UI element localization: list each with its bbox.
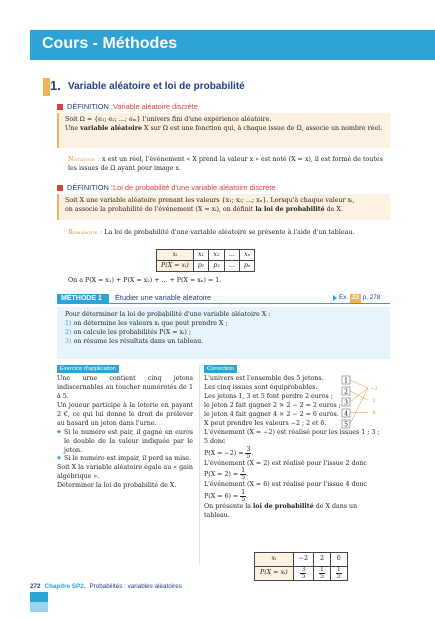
arrow-right-icon	[333, 295, 337, 301]
definition-1-line-2: Une variable aléatoire X sur Ω est une fonction qui, à chaque issue de Ω, associe un nombre réel.	[65, 124, 383, 132]
exercise-text: Une urne contient cinq jetons indiscernables au toucher numérotés de 1 à 5. Un joueur participe à la loterie en payant 2 €, ce qui lui donne le droit de prélever au hasard un jeton dans l'urne. ◆ Si le numéro est pair, il gagne en euros le double de la valeur indiquée par le jeton. ◆ Si le numéro est impair, il perd sa mise. Soit X la variable aléatoire égale au « gain algébrique ». Déterminer la loi de probabilité de X.	[57, 375, 193, 491]
tree-edge	[350, 412, 368, 413]
column-divider	[199, 365, 200, 565]
correction-tag: Correction	[204, 365, 237, 373]
footer-decoration-light	[30, 602, 48, 612]
tree-node-label: 4	[344, 410, 348, 418]
law-table	[156, 249, 255, 272]
probability-3: P(X = 6) = $\frac{1}{5}$ .	[204, 489, 249, 504]
tree-leaf-label: 2	[372, 398, 376, 404]
page-title: Cours - Méthodes	[42, 35, 178, 52]
exercise-tag: Exercice d'application	[57, 365, 119, 373]
result-table	[254, 552, 348, 581]
tree-edge	[350, 388, 368, 402]
tree-node-label: 5	[344, 421, 348, 429]
definition-2-heading: DÉFINITION : Loi de probabilité d'une variable aléatoire discrète	[57, 183, 275, 194]
page-footer	[30, 583, 182, 592]
chapter-title: Probabilités : variables aléatoires	[89, 583, 182, 590]
method-step-1: 1) on détermine les valeurs xᵢ que peut prendre X ;	[65, 319, 228, 327]
remark-note: Remarque : La loi de probabilité d'une variable aléatoire se présente à l'aide d'un tableau.	[68, 229, 355, 236]
probability-2: P(X = 2) = $\frac{1}{5}$ .	[204, 467, 249, 482]
definition-2-box	[57, 194, 390, 220]
method-step-3: 3) on résume les résultats dans un tableau.	[65, 337, 204, 345]
tree-edge	[350, 388, 368, 424]
method-title: Étudier une variable aléatoire	[115, 293, 212, 302]
section-number: 1.	[50, 78, 61, 93]
definition-1-heading: DÉFINITION : Variable aléatoire discrète	[57, 102, 198, 113]
correction-text: L'univers est l'ensemble des 5 jetons. Les cinq issues sont équiprobables. Les jetons 1, 3 et 5 font perdre 2 euros ; le jeton 2 fait gagner 2 × 2 − 2 = 2 euros ; le jeton 4 fait gagner 4 × 2 − 2 = 6 euros. X peut prendre les valeurs −2 ; 2 et 6. L'événement (X = −2) est réalisé pour les issues 1 ; 3 ; 5 donc P(X = −2) = $\frac{3}{5}$ . L'événement (X = 2) est réalisé pour l'issue 2 donc P(X = 2) = $\frac{1}{5}$ . L'événement (X = 6) est réalisé pour l'issue 4 donc P(X = 6) = $\frac{1}{5}$ . On présente la loi de probabilité de X dans un tableau.	[204, 375, 384, 521]
definition-2-line-2: on associe la probabilité de l'événement (X = xᵢ), on définit la loi de probabilité de X.	[65, 205, 343, 213]
tree-node-label: 3	[344, 399, 348, 407]
definition-1-line-1: Soit Ω = {e₁; e₂; ...; eₘ} l'univers fini d'une expérience aléatoire.	[65, 116, 272, 123]
tree-edge	[350, 380, 368, 388]
exercise-reference-link[interactable]: Ex. 23 p. 278	[333, 294, 380, 303]
list-item: ◆ Si le numéro est impair, il perd sa mise.	[57, 455, 193, 464]
section-title: Variable aléatoire et loi de probabilité	[68, 81, 245, 92]
method-box	[57, 307, 390, 359]
tree-leaf-label: −2	[370, 386, 378, 392]
tree-edge	[350, 391, 368, 400]
section-marker	[43, 78, 50, 96]
square-bullet-icon	[57, 185, 63, 191]
definition-2-line-1: Soit X une variable aléatoire prenant les valeurs {x₁; x₂; ...; xₙ}. Lorsqu'à chaque valeur xᵢ,	[65, 197, 355, 204]
table-row: xᵢ x₁ x₂ ... xₙ	[157, 250, 255, 261]
method-tag: MÉTHODE 1	[57, 294, 109, 304]
page-number: 272	[30, 583, 41, 590]
method-step-2: 2) on calcule les probabilités P(X = xᵢ) ;	[65, 328, 191, 336]
notation-note: Notation : x est un réel, l'événement « X prend la valeur x » est noté (X = x), il est formé de toutes les issues de Ω ayant pour image x.	[68, 156, 383, 172]
sum-line: On a P(X = x₁) + P(X = x₂) + ... + P(X = xₙ) = 1.	[68, 277, 222, 284]
tree-leaf-label: 6	[372, 410, 376, 416]
tree-diagram	[341, 374, 381, 430]
definition-1-box	[57, 113, 390, 148]
tree-node-label: 1	[344, 377, 348, 385]
chapter-label: Chapitre SP2.	[44, 583, 86, 590]
tree-node-label: 2	[344, 388, 348, 396]
method-intro: Pour déterminer la loi de probabilité d'une variable aléatoire X :	[65, 311, 271, 318]
table-row: P(X = xᵢ) p₁ p₂ ... pₙ	[157, 261, 255, 272]
square-bullet-icon	[57, 104, 63, 110]
header-banner	[30, 30, 435, 60]
probability-1: P(X = −2) = $\frac{3}{5}$ .	[204, 445, 254, 460]
table-row: P(X = xᵢ) $\frac{3}{5}$ $\frac{1}{5}$ $\frac{1}{5}$	[255, 567, 348, 581]
list-item: ◆ Si le numéro est pair, il gagne en euros le double de la valeur indiquée par le jeton.	[57, 429, 193, 456]
table-row: xᵢ −2 2 6	[255, 553, 348, 567]
